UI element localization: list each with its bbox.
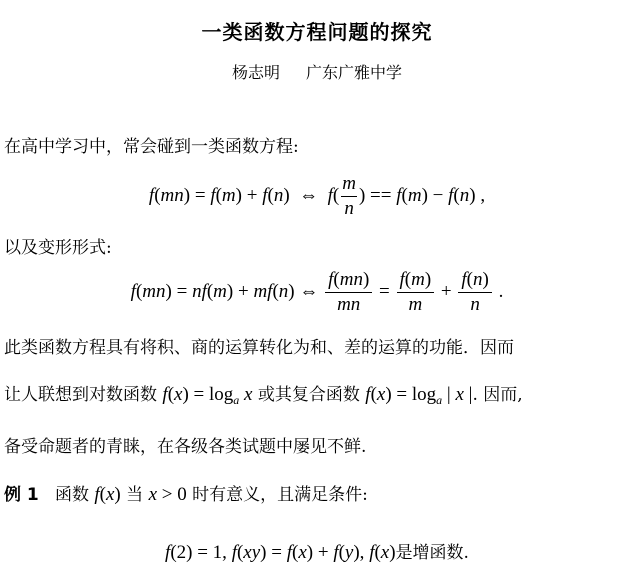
- example-label: 例 1: [4, 485, 39, 505]
- affiliation: 广东广雅中学: [306, 63, 403, 82]
- example-conditions: f(2) = 1, f(xy) = f(x) + f(y), f(x)是增函数.: [165, 542, 469, 563]
- paragraph-2: 让人联想到对数函数 $f(x) = \log_a x$ 或其复合函数 $f(x) = \log_a$ | x |. 因而,: [4, 384, 523, 407]
- paragraph-3: 备受命题者的青睐，在各级各类试题中屡见不鲜.: [4, 437, 367, 457]
- variant-intro: 以及变形形式:: [4, 238, 112, 258]
- equation-1: f(mn) = f(m) + f(n) ⇔ f( $\frac{m}{n}$ ) == f(m) − f(n) ,: [148, 173, 486, 219]
- paper-title: 一类函数方程问题的探究: [201, 20, 433, 44]
- author-name: 杨志明: [231, 63, 280, 82]
- equation-2: f(mn) = nf(m) + mf(n) ⇔ $\frac{f(mn)}{mn}$ = $\frac{f(m)}{m}$ + $\frac{f(n)}{n}$ .: [130, 269, 504, 315]
- intro-text: 在高中学习中，常会碰到一类函数方程:: [4, 137, 299, 157]
- paragraph-1: 此类函数方程具有将积、商的运算转化为和、差的运算的功能．因而: [4, 338, 514, 358]
- example-1: 例 1 函数 f(x) 当 x > 0 时有意义，且满足条件:: [4, 484, 368, 505]
- byline: [0, 60, 634, 83]
